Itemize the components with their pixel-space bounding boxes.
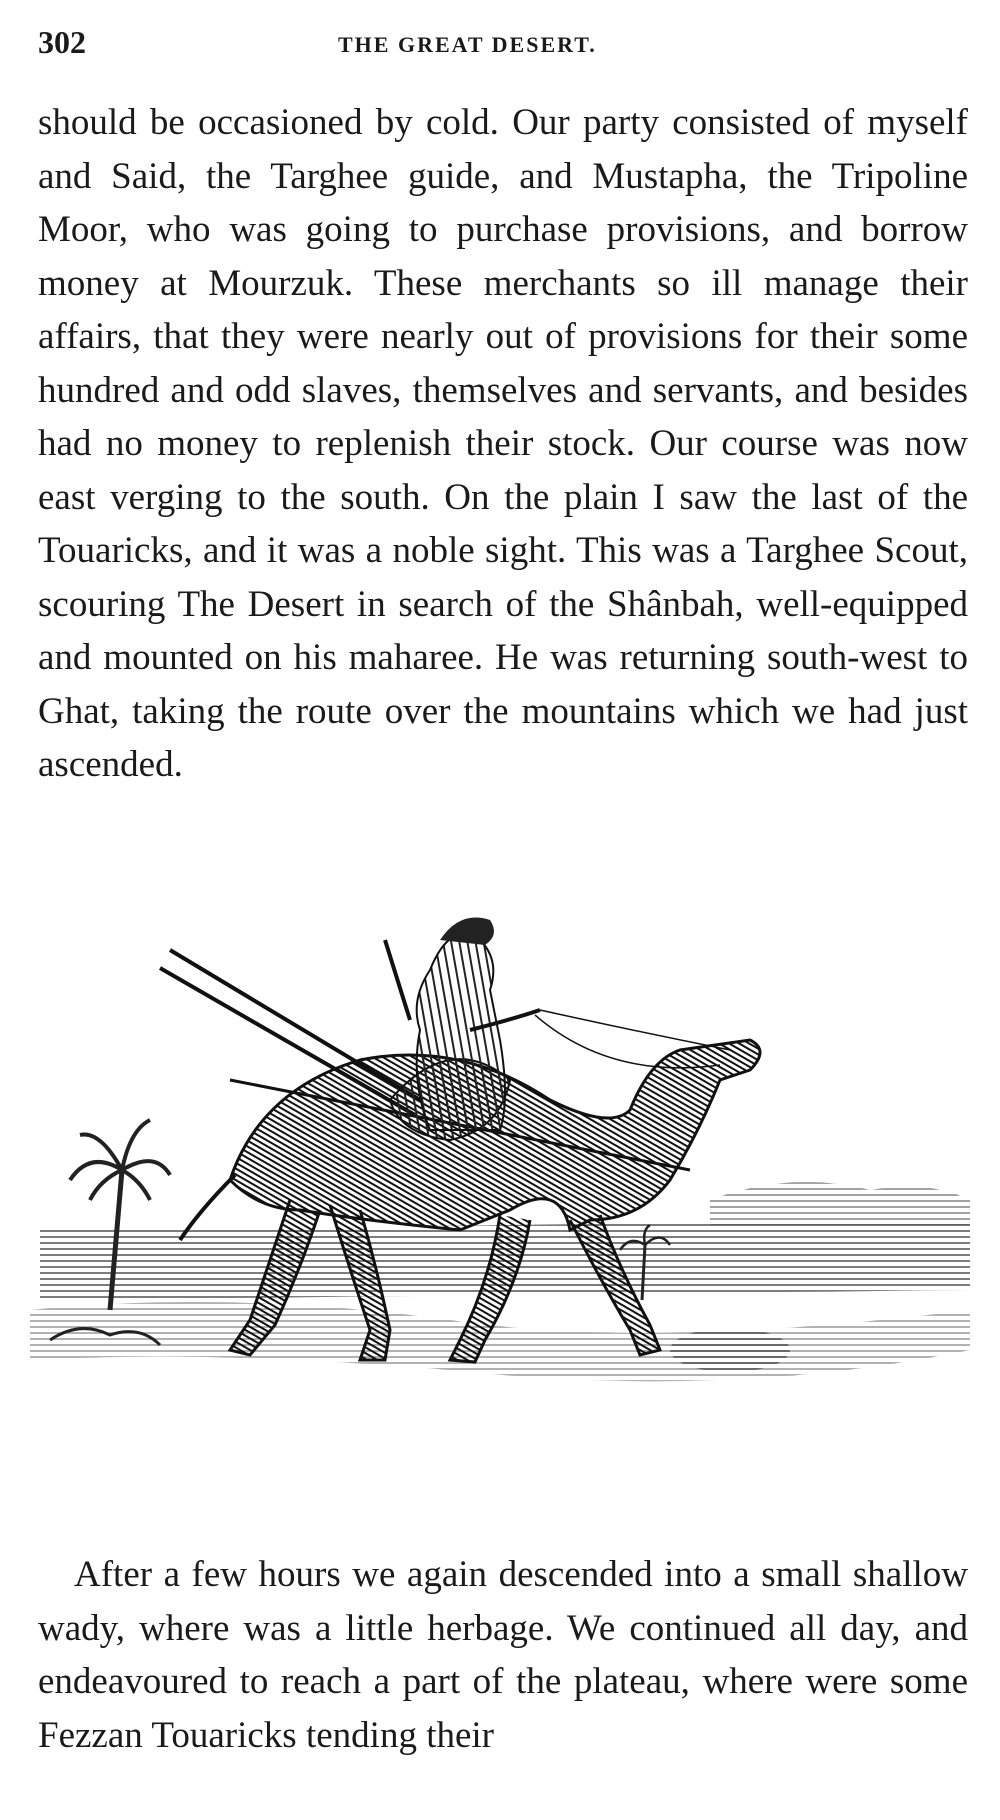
paragraph-2: After a few hours we again descended into a small shallow wady, where was a little herbage. We continued all day, and endeavoured to reach a part of the plateau, where were some Fezzan Touaricks tending their (38, 1554, 968, 1756)
page-header (38, 24, 968, 64)
running-title: THE GREAT DESERT. (338, 32, 597, 57)
camel-rider-illustration (30, 880, 980, 1510)
paragraph-1: should be occasioned by cold. Our party consisted of myself and Said, the Targhee guide, and Mustapha, the Tripoline Moor, who was going to purchase provisions, and borrow money at Mourzuk. These merchants so ill manage their affairs, that they were nearly out of provisions for their some hundred and odd slaves, themselves and servants, and besides had no money to replenish their stock. Our course was now east verging to the south. On the plain I saw the last of the Touaricks, and it was a noble sight. This was a Targhee Scout, scouring The Desert in search of the Shânbah, well-equipped and mounted on his maharee. He was returning south-west to Ghat, taking the route over the mountains which we had just ascended. (38, 102, 968, 785)
page-number: 302 (38, 24, 86, 60)
